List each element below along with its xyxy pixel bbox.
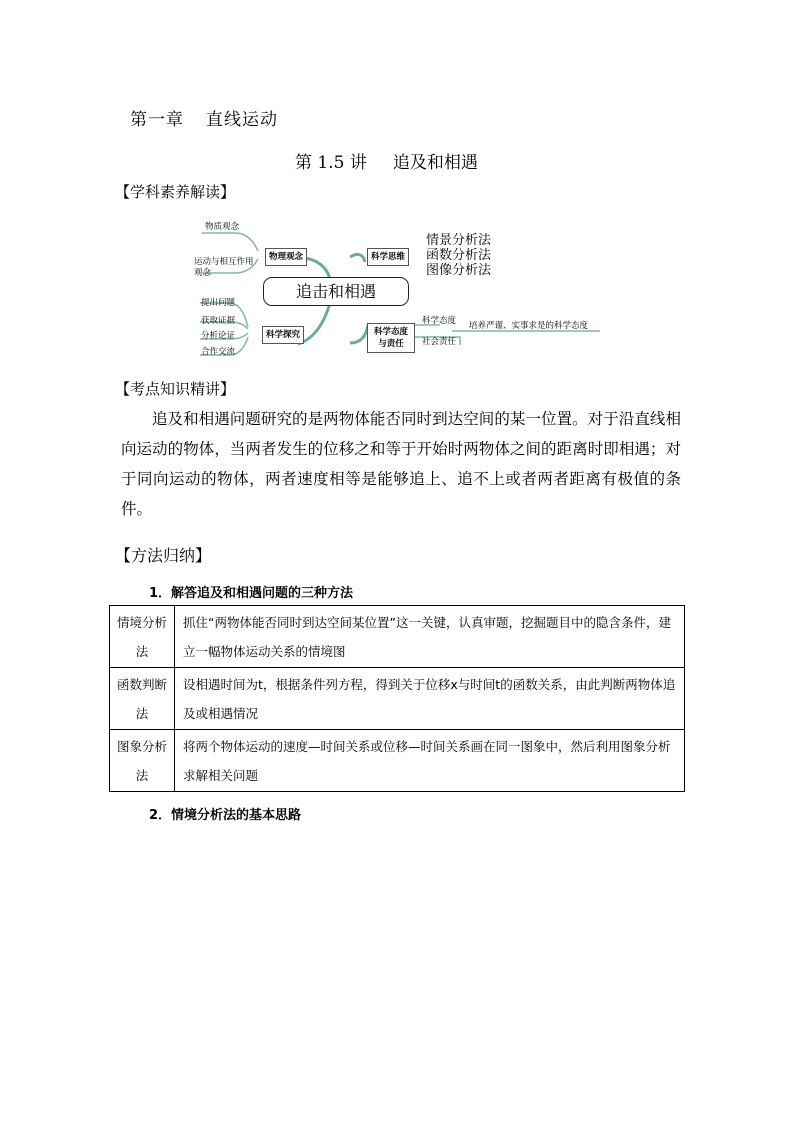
mindmap-attitude-item-1: 科学态度 <box>422 316 457 326</box>
mindmap-thinking-methods <box>426 233 491 278</box>
table-row <box>110 730 685 792</box>
mindmap-node-attitude-responsibility: 科学态度与责任 <box>367 323 415 353</box>
method-name: 图象分析法 <box>110 730 175 792</box>
chapter-heading <box>130 105 278 130</box>
lecture-number: 第 1.5 讲 <box>295 153 367 173</box>
table-row <box>110 668 685 730</box>
mindmap-node-scientific-thinking: 科学思维 <box>367 248 409 266</box>
table-row <box>110 606 685 668</box>
method-description: 将两个物体运动的速度—时间关系或位移—时间关系画在同一图象中，然后利用图象分析求解相关问题 <box>175 730 685 792</box>
mindmap-inquiry-item-3: 分析论证 <box>201 331 236 341</box>
section-heading-knowledge: 【考点知识精讲】 <box>115 380 236 398</box>
methods-table <box>109 605 685 792</box>
subheading-three-methods: 1．解答追及和相遇问题的三种方法 <box>149 586 354 601</box>
mindmap-node-physics-concept: 物理观念 <box>265 248 307 266</box>
mindmap-node-scientific-inquiry: 科学探究 <box>262 326 304 344</box>
section-heading-literacy: 【学科素养解读】 <box>115 183 236 201</box>
lecture-title <box>295 148 478 173</box>
method-name: 函数判断法 <box>110 668 175 730</box>
chapter-label: 第一章 <box>130 110 184 130</box>
section-heading-method: 【方法归纳】 <box>115 546 212 565</box>
mindmap-center-topic: 追击和相遇 <box>263 277 409 306</box>
mindmap-inquiry-item-1: 提出问题 <box>201 298 236 308</box>
mindmap-physics-item-1: 物质观念 <box>205 222 240 232</box>
mindmap-inquiry-item-4: 合作交流 <box>201 347 236 357</box>
mindmap-inquiry-item-2: 获取证据 <box>201 316 236 326</box>
mindmap-physics-item-2: 运动与相互作用观念 <box>194 257 254 278</box>
mindmap-attitude-item-2: 社会责任 <box>422 337 457 347</box>
knowledge-paragraph <box>121 404 681 524</box>
mindmap-attitude-note: 培养严谨、实事求是的科学态度 <box>469 321 589 331</box>
mindmap-method-2: 函数分析法 <box>426 248 492 263</box>
subheading-situation-analysis: 2．情境分析法的基本思路 <box>149 808 302 823</box>
lecture-topic: 追及和相遇 <box>392 153 478 173</box>
mindmap-method-1: 情景分析法 <box>426 233 492 248</box>
method-description: 抓住“两物体能否同时到达空间某位置”这一关键，认真审题，挖掘题目中的隐含条件，建立一幅物体运动关系的情境图 <box>175 606 685 668</box>
method-name: 情境分析法 <box>110 606 175 668</box>
chapter-title: 直线运动 <box>206 110 278 130</box>
mindmap-method-3: 图像分析法 <box>426 263 492 278</box>
knowledge-text: 追及和相遇问题研究的是两物体能否同时到达空间的某一位置。对于沿直线相向运动的物体，当两者发生的位移之和等于开始时两物体之间的距离时即相遇；对于同向运动的物体，两者速度相等是能够追上、追不上或者两者距离有极值的条件。 <box>121 410 681 518</box>
method-description: 设相遇时间为t，根据条件列方程，得到关于位移x与时间t的函数关系，由此判断两物体追及或相遇情况 <box>175 668 685 730</box>
